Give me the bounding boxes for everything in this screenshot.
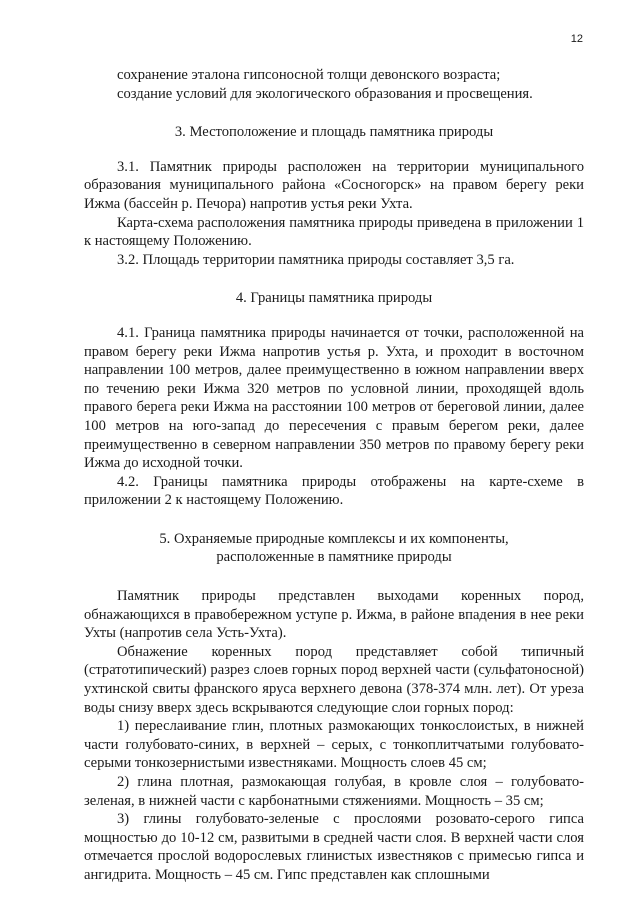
intro-line: создание условий для экологического образования и просвещения. [117,85,533,102]
list-item: 1) переслаивание глин, плотных размокающих тонкослоистых, в нижней части голубовато-синих, в верхней – серых, с тонкоплитчатыми голубовато-серыми тонкозернистыми известняками. Мощность слоев 45 см; [84,718,584,772]
paragraph: 3.1. Памятник природы расположен на территории муниципального образования муниципального района «Сосногорск» на правом берегу реки Ижма (бассейн р. Печора) напротив устья реки Ухта. [84,158,584,212]
section-4-heading: 4. Границы памятника природы [235,290,433,307]
section-5-heading-line-1: 5. Охраняемые природные комплексы и их компоненты, [159,530,509,547]
list-item: 3) глины голубовато-зеленые с прослоями розовато-серого гипса мощностью до 10-12 см, развитыми в средней части слоя. В верхней части слоя отмечается прослой водорослевых глинистых известняков с примесью гипса и ангидрита. Мощность – 45 см. Гипс представлен как сплошными [84,811,584,883]
paragraph: Памятник природы представлен выходами коренных пород, обнажающихся в правобережном уступе р. Ижма, в районе впадения в нее реки Ухты (напротив села Усть-Ухта). [84,588,584,642]
page-number: 12 [570,33,583,45]
section-5-heading-line-2: расположенные в памятнике природы [216,549,452,566]
list-item: 2) глина плотная, размокающая голубая, в кровле слоя – голубовато-зеленая, в нижней части с карбонатными стяжениями. Мощность – 35 см; [84,774,584,809]
intro-line: сохранение эталона гипсоносной толщи девонского возраста; [117,67,501,83]
document-body [84,66,584,885]
paragraph: 3.2. Площадь территории памятника природы составляет 3,5 га. [117,251,515,268]
paragraph: 4.1. Граница памятника природы начинается от точки, расположенной на правом берегу реки Ижма напротив устья р. Ухта, и проходит в восточном направлении 100 метров, далее преимущественно в южном направлении вверх по течению реки Ижма 320 метров по условной линии, проходящей вдоль правого берега реки Ижма на расстоянии 100 метров от береговой линии, далее 100 метров на юго-запад до пересечения с правым берегом реки, далее преимущественно в северном направлении 350 метров по правому берегу реки Ижма до исходной точки. [84,324,584,472]
paragraph: Карта-схема расположения памятника природы приведена в приложении 1 к настоящему Положению. [84,214,584,250]
paragraph: 4.2. Границы памятника природы отображены на карте-схеме в приложении 2 к настоящему Положению. [84,473,584,509]
paragraph: Обнажение коренных пород представляет собой типичный (стратотипический) разрез слоев горных пород верхней части (сульфатоносной) ухтинской свиты франского яруса верхнего девона (378-374 млн. лет). От уреза воды снизу вверх здесь вскрываются следующие слои горных пород: [84,643,584,716]
section-3-heading: 3. Местоположение и площадь памятника природы [174,124,494,141]
